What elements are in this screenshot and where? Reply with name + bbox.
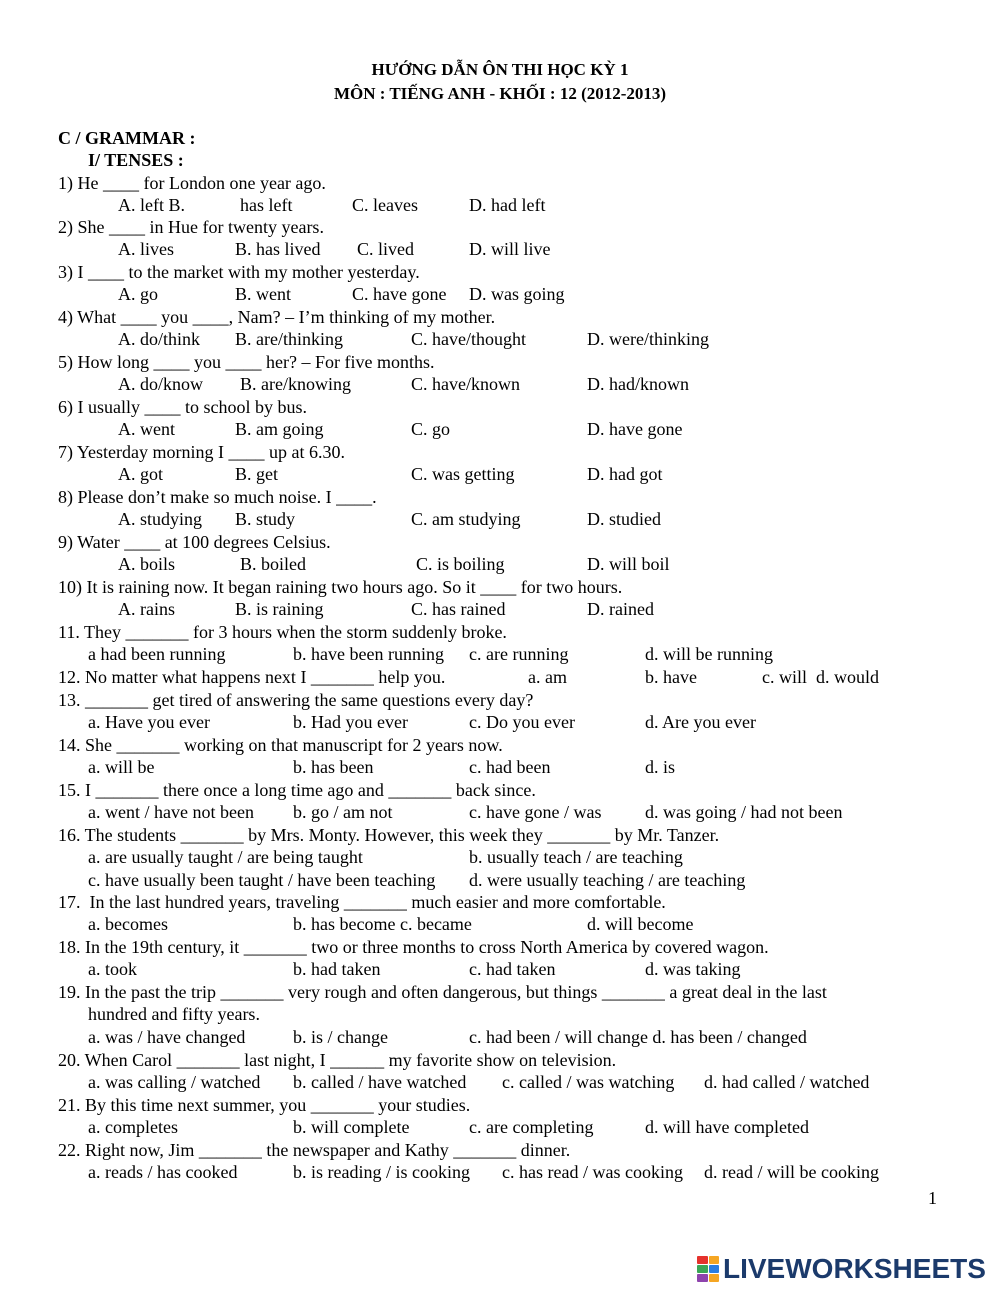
answer-option[interactable]: C. have gone xyxy=(352,284,447,304)
answer-option[interactable]: d. will become xyxy=(587,914,694,934)
answer-option[interactable]: c. have usually been taught / have been teaching xyxy=(88,870,436,890)
answer-option[interactable]: B. study xyxy=(235,509,296,529)
answer-option[interactable]: a had been running xyxy=(88,644,226,664)
page-number: 1 xyxy=(928,1188,937,1208)
answer-option[interactable]: C. is boiling xyxy=(416,554,505,574)
question-text: 12. No matter what happens next I _______ help you. xyxy=(58,667,446,687)
answer-option[interactable]: a. are usually taught / are being taught xyxy=(88,847,363,867)
brand-name: LIVEWORKSHEETS xyxy=(723,1253,986,1284)
question-text: 18. In the 19th century, it _______ two or three months to cross North America by covered wagon. xyxy=(58,937,769,957)
question-text: 16. The students _______ by Mrs. Monty. However, this week they _______ by Mr. Tanzer. xyxy=(58,825,720,845)
answer-option[interactable]: d. had called / watched xyxy=(704,1072,870,1092)
answer-option[interactable]: d. Are you ever xyxy=(645,712,756,732)
answer-option[interactable]: a. took xyxy=(88,959,137,979)
answer-option[interactable]: d. is xyxy=(645,757,676,777)
answer-option[interactable]: a. will be xyxy=(88,757,155,777)
question-text: 9) Water ____ at 100 degrees Celsius. xyxy=(58,532,331,552)
brand-logo xyxy=(697,1252,986,1286)
answer-option[interactable]: b. have been running xyxy=(293,644,444,664)
answer-option[interactable]: d. will be running xyxy=(645,644,773,664)
question-text: 20. When Carol _______ last night, I ______ my favorite show on television. xyxy=(58,1050,617,1070)
answer-option[interactable]: a. went / have not been xyxy=(88,802,254,822)
question-text: 17. In the last hundred years, traveling _______ much easier and more comfortable. xyxy=(58,892,666,912)
question-text: 4) What ____ you ____, Nam? – I’m thinking of my mother. xyxy=(58,307,496,327)
question-text: 14. She _______ working on that manuscript for 2 years now. xyxy=(58,735,503,755)
answer-option[interactable]: c. are running xyxy=(469,644,569,664)
answer-option[interactable]: A. rains xyxy=(118,599,175,619)
answer-option[interactable]: d. was taking xyxy=(645,959,741,979)
answer-option[interactable]: C. am studying xyxy=(411,509,521,529)
question-text: 22. Right now, Jim _______ the newspaper and Kathy _______ dinner. xyxy=(58,1140,571,1160)
answer-option[interactable]: has left xyxy=(240,195,293,215)
question-text: 7) Yesterday morning I ____ up at 6.30. xyxy=(58,442,345,462)
answer-option[interactable]: C. lived xyxy=(357,239,414,259)
answer-option[interactable]: d. read / will be cooking xyxy=(704,1162,879,1182)
answer-option[interactable]: b. usually teach / are teaching xyxy=(469,847,683,867)
answer-option[interactable]: B. am going xyxy=(235,419,324,439)
answer-option[interactable]: A. do/know xyxy=(118,374,203,394)
answer-option[interactable]: D. had left xyxy=(469,195,546,215)
answer-option[interactable]: D. was going xyxy=(469,284,565,304)
answer-option[interactable]: B. boiled xyxy=(240,554,306,574)
answer-option[interactable]: B. are/thinking xyxy=(235,329,343,349)
answer-option[interactable]: A. went xyxy=(118,419,175,439)
question-text: 5) How long ____ you ____ her? – For five months. xyxy=(58,352,435,372)
answer-option[interactable]: C. has rained xyxy=(411,599,506,619)
answer-option[interactable]: a. becomes xyxy=(88,914,168,934)
answer-option[interactable]: a. was calling / watched xyxy=(88,1072,261,1092)
answer-option[interactable]: c. Do you ever xyxy=(469,712,575,732)
answer-option[interactable]: B. get xyxy=(235,464,278,484)
question-text: 11. They _______ for 3 hours when the storm suddenly broke. xyxy=(58,622,507,642)
answer-option[interactable]: B. is raining xyxy=(235,599,324,619)
question-text: 10) It is raining now. It began raining two hours ago. So it ____ for two hours. xyxy=(58,577,623,597)
answer-option[interactable]: D. have gone xyxy=(587,419,683,439)
question-text: 3) I ____ to the market with my mother yesterday. xyxy=(58,262,420,282)
answer-option[interactable]: c. called / was watching xyxy=(502,1072,675,1092)
answer-option[interactable]: A. boils xyxy=(118,554,176,574)
answer-option[interactable]: b. is reading / is cooking xyxy=(293,1162,470,1182)
question-text: 2) She ____ in Hue for twenty years. xyxy=(58,217,324,237)
answer-option[interactable]: b. Had you ever xyxy=(293,712,408,732)
answer-option[interactable]: a. completes xyxy=(88,1117,178,1137)
answer-option[interactable]: d. were usually teaching / are teaching xyxy=(469,870,746,890)
answer-option[interactable]: b. go / am not xyxy=(293,802,393,822)
answer-option[interactable]: b. had taken xyxy=(293,959,381,979)
answer-option[interactable]: d. will have completed xyxy=(645,1117,809,1137)
answer-option[interactable]: b. has become c. became xyxy=(293,914,472,934)
liveworksheets-logo-icon xyxy=(697,1256,719,1282)
answer-option[interactable]: D. had/known xyxy=(587,374,689,394)
answer-option[interactable]: a. am xyxy=(528,667,567,687)
answer-option[interactable]: C. go xyxy=(411,419,451,439)
subsection-heading: I/ TENSES : xyxy=(88,150,184,170)
answer-option[interactable]: b. is / change xyxy=(293,1027,388,1047)
answer-option[interactable]: C. leaves xyxy=(352,195,418,215)
answer-option[interactable]: c. has read / was cooking xyxy=(502,1162,683,1182)
answer-option[interactable]: b. called / have watched xyxy=(293,1072,467,1092)
answer-option[interactable]: D. were/thinking xyxy=(587,329,709,349)
answer-option[interactable]: C. was getting xyxy=(411,464,515,484)
answer-option[interactable]: D. will live xyxy=(469,239,551,259)
answer-option[interactable]: B. went xyxy=(235,284,291,304)
answer-option[interactable]: b. will complete xyxy=(293,1117,410,1137)
answer-option[interactable]: A. left B. xyxy=(118,195,185,215)
question-text: 13. _______ get tired of answering the same questions every day? xyxy=(58,690,534,710)
answer-option[interactable]: D. had got xyxy=(587,464,663,484)
answer-option[interactable]: c. had been / will change d. has been / changed xyxy=(469,1027,807,1047)
answer-option[interactable]: d. was going / had not been xyxy=(645,802,843,822)
answer-option[interactable]: C. have/thought xyxy=(411,329,526,349)
question-text: 19. In the past the trip _______ very rough and often dangerous, but things _______ a great deal in the last xyxy=(58,982,827,1002)
answer-option[interactable]: B. are/knowing xyxy=(240,374,351,394)
question-text-continued: hundred and fifty years. xyxy=(88,1004,260,1024)
answer-option[interactable]: a. reads / has cooked xyxy=(88,1162,238,1182)
question-text: 1) He ____ for London one year ago. xyxy=(58,173,326,193)
answer-option[interactable]: C. have/known xyxy=(411,374,520,394)
answer-option[interactable]: b. has been xyxy=(293,757,374,777)
answer-option[interactable]: A. lives xyxy=(118,239,174,259)
answer-option[interactable]: D. studied xyxy=(587,509,661,529)
question-text: 21. By this time next summer, you _______ your studies. xyxy=(58,1095,471,1115)
answer-option[interactable]: A. got xyxy=(118,464,163,484)
answer-option[interactable]: c. have gone / was xyxy=(469,802,602,822)
section-heading: C / GRAMMAR : xyxy=(58,128,196,148)
answer-option[interactable]: D. will boil xyxy=(587,554,670,574)
answer-option[interactable]: b. have xyxy=(645,667,697,687)
answer-option[interactable]: c. had taken xyxy=(469,959,556,979)
answer-option[interactable]: c. will d. would xyxy=(762,667,879,687)
answer-option[interactable]: B. has lived xyxy=(235,239,321,259)
answer-option[interactable]: a. was / have changed xyxy=(88,1027,246,1047)
page-subtitle: MÔN : TIẾNG ANH - KHỐI : 12 (2012-2013) xyxy=(333,84,667,103)
question-text: 15. I _______ there once a long time ago and _______ back since. xyxy=(58,780,536,800)
page-title: HƯỚNG DẪN ÔN THI HỌC KỲ 1 xyxy=(371,60,629,79)
question-text: 8) Please don’t make so much noise. I ____. xyxy=(58,487,377,507)
answer-option[interactable]: A. go xyxy=(118,284,158,304)
answer-option[interactable]: D. rained xyxy=(587,599,654,619)
answer-option[interactable]: A. do/think xyxy=(118,329,201,349)
answer-option[interactable]: A. studying xyxy=(118,509,203,529)
answer-option[interactable]: c. had been xyxy=(469,757,551,777)
answer-option[interactable]: a. Have you ever xyxy=(88,712,210,732)
answer-option[interactable]: c. are completing xyxy=(469,1117,594,1137)
question-text: 6) I usually ____ to school by bus. xyxy=(58,397,307,417)
